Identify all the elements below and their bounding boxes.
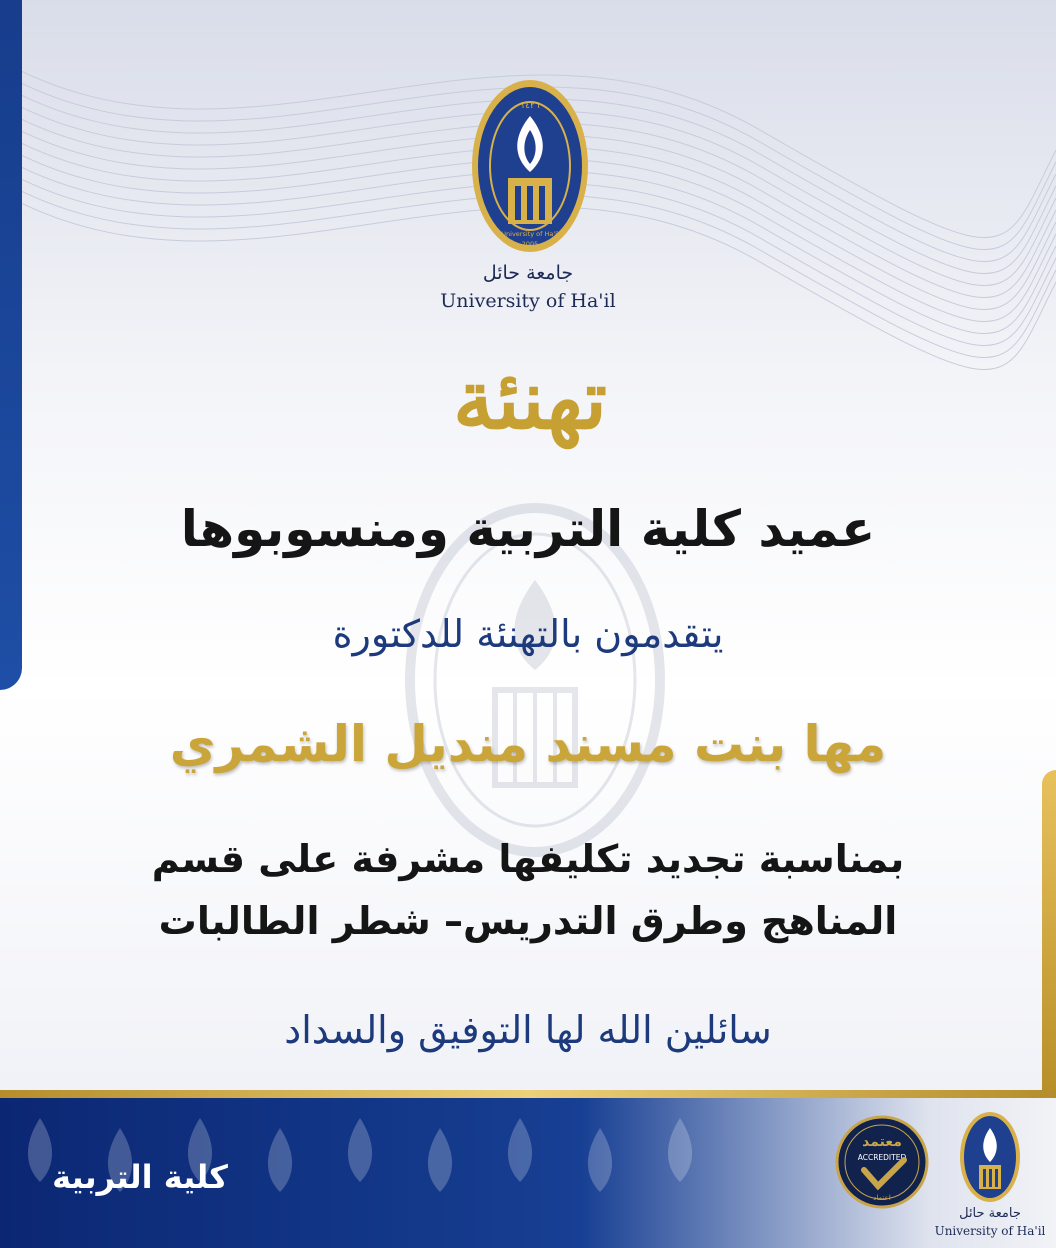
occasion-line-2: المناهج وطرق التدريس– شطر الطالبات: [158, 899, 898, 943]
footer-gold-rule: [0, 1090, 1056, 1098]
occasion-line-1: بمناسبة تجديد تكليفها مشرفة على قسم: [151, 837, 905, 881]
accreditation-badge-icon: [834, 1104, 930, 1222]
dean-line: عميد كلية التربية ومنسوبوها: [180, 500, 876, 558]
seal-arabic-year: ١٤٢٦: [520, 101, 540, 111]
accreditation-label: اعتماد: [873, 1194, 891, 1202]
seal-text: University of Ha'il: [501, 230, 559, 238]
occasion-text: [100, 828, 956, 952]
university-seal-icon: [468, 76, 592, 256]
recipient-name: مها بنت مسند منديل الشمري: [169, 715, 887, 773]
left-accent-bar: [0, 0, 22, 690]
college-name: كلية التربية: [52, 1158, 228, 1196]
university-name-arabic: جامعة حائل: [482, 262, 574, 284]
accredited-arabic: معتمد: [862, 1134, 902, 1150]
accredited-english: ACCREDITED: [857, 1153, 907, 1162]
small-university-seal-icon: [958, 1110, 1022, 1204]
intro-line: يتقدمون بالتهنئة للدكتورة: [332, 612, 724, 656]
headline-calligraphy: تهنئة: [452, 352, 608, 448]
footer-university-name-arabic: جامعة حائل: [959, 1206, 1021, 1221]
seal-year: 2005: [521, 240, 539, 248]
university-name-english: University of Ha'il: [440, 290, 616, 312]
prayer-line: سائلين الله لها التوفيق والسداد: [284, 1008, 772, 1052]
footer-university-name-english: University of Ha'il: [934, 1224, 1046, 1238]
right-accent-bar: [1042, 770, 1056, 1090]
